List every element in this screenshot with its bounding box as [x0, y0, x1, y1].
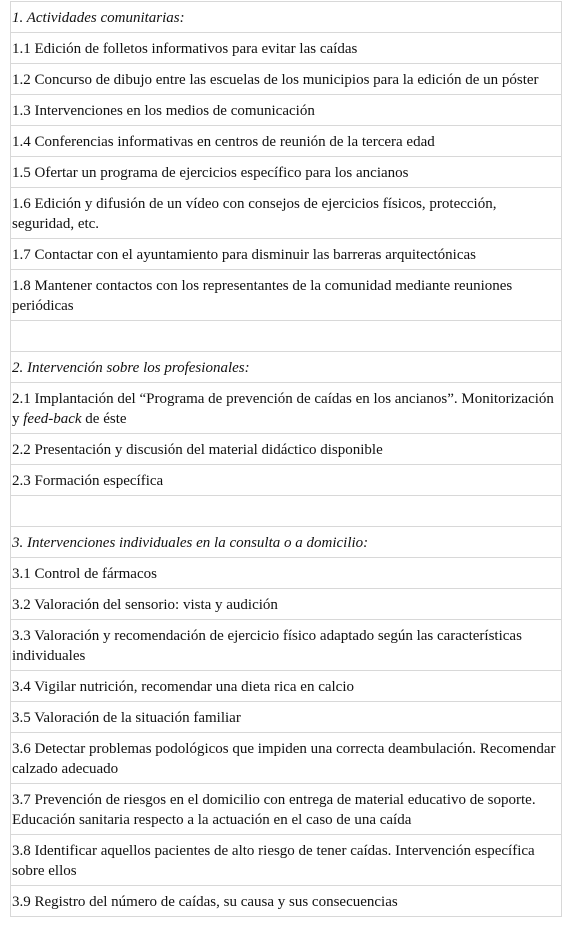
- table-row: [11, 95, 562, 126]
- list-item: 1.1 Edición de folletos informativos para evitar las caídas: [11, 33, 562, 64]
- spacer-cell: [11, 496, 562, 527]
- spacer-cell: [11, 321, 562, 352]
- spacer-row: [11, 496, 562, 527]
- list-item: [11, 383, 562, 434]
- list-item: 1.4 Conferencias informativas en centros de reunión de la tercera edad: [11, 126, 562, 157]
- list-item: 3.6 Detectar problemas podológicos que impiden una correcta deambulación. Recomendar calzado adecuado: [11, 733, 562, 784]
- section-heading-professionals: 2. Intervención sobre los profesionales:: [11, 352, 562, 383]
- list-item: 3.8 Identificar aquellos pacientes de alto riesgo de tener caídas. Intervención específica sobre ellos: [11, 835, 562, 886]
- list-item: 1.5 Ofertar un programa de ejercicios específico para los ancianos: [11, 157, 562, 188]
- list-item-text: de éste: [81, 411, 127, 427]
- list-item: 3.3 Valoración y recomendación de ejercicio físico adaptado según las características individuales: [11, 620, 562, 671]
- list-item-emphasis: feed-back: [23, 411, 82, 427]
- table-row: [11, 64, 562, 95]
- intervention-list-document: [10, 1, 562, 917]
- list-item: 1.2 Concurso de dibujo entre las escuelas de los municipios para la edición de un póster: [11, 64, 562, 95]
- table-row: [11, 270, 562, 321]
- list-item: 1.7 Contactar con el ayuntamiento para disminuir las barreras arquitectónicas: [11, 239, 562, 270]
- section-heading-row: [11, 527, 562, 558]
- table-row: [11, 835, 562, 886]
- table-row: [11, 620, 562, 671]
- table-row: [11, 383, 562, 434]
- list-item-text: 2.1 Implantación del “Programa de prevención de caídas en los ancianos”. Monitorización y: [12, 391, 554, 427]
- table-row: [11, 558, 562, 589]
- section-heading-row: [11, 352, 562, 383]
- section-heading-row: [11, 2, 562, 33]
- table-row: [11, 157, 562, 188]
- table-row: [11, 188, 562, 239]
- list-item: 1.3 Intervenciones en los medios de comunicación: [11, 95, 562, 126]
- table-row: [11, 126, 562, 157]
- list-item: 3.7 Prevención de riesgos en el domicilio con entrega de material educativo de soporte. Educación sanitaria respecto a la actuación en el caso de una caída: [11, 784, 562, 835]
- list-item: 3.4 Vigilar nutrición, recomendar una dieta rica en calcio: [11, 671, 562, 702]
- section-heading-individual: 3. Intervenciones individuales en la consulta o a domicilio:: [11, 527, 562, 558]
- table-row: [11, 886, 562, 917]
- list-item: 3.1 Control de fármacos: [11, 558, 562, 589]
- table-row: [11, 239, 562, 270]
- list-item: 3.5 Valoración de la situación familiar: [11, 702, 562, 733]
- table-row: [11, 702, 562, 733]
- list-item: 1.8 Mantener contactos con los representantes de la comunidad mediante reuniones periódicas: [11, 270, 562, 321]
- table-row: [11, 784, 562, 835]
- list-item: 1.6 Edición y difusión de un vídeo con consejos de ejercicios físicos, protección, seguridad, etc.: [11, 188, 562, 239]
- table-row: [11, 671, 562, 702]
- table-row: [11, 733, 562, 784]
- list-item: 2.2 Presentación y discusión del material didáctico disponible: [11, 434, 562, 465]
- list-item: 3.2 Valoración del sensorio: vista y audición: [11, 589, 562, 620]
- table-row: [11, 465, 562, 496]
- table-row: [11, 33, 562, 64]
- list-item: 3.9 Registro del número de caídas, su causa y sus consecuencias: [11, 886, 562, 917]
- table-row: [11, 589, 562, 620]
- section-heading-community: 1. Actividades comunitarias:: [11, 2, 562, 33]
- table-row: [11, 434, 562, 465]
- list-item: 2.3 Formación específica: [11, 465, 562, 496]
- intervention-table-body: [11, 2, 562, 917]
- intervention-table: [10, 1, 562, 917]
- spacer-row: [11, 321, 562, 352]
